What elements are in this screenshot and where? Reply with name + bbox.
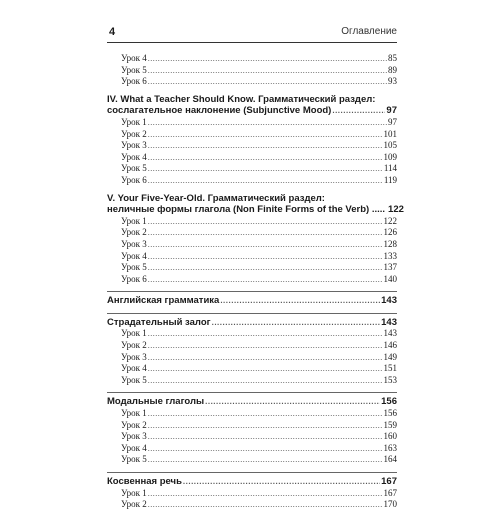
page-ref: 93 (388, 76, 397, 87)
toc-section-grammar[interactable] (107, 295, 397, 307)
leader-dots (212, 317, 381, 329)
page-ref: 119 (383, 174, 397, 185)
page-ref: 114 (383, 163, 397, 174)
leader-dots (148, 117, 387, 129)
toc-section-passive[interactable] (107, 317, 397, 329)
toc-lesson[interactable] (107, 328, 397, 340)
lesson-label: Урок 5 (121, 64, 147, 75)
leader-dots (148, 227, 383, 239)
lesson-label: Урок 3 (121, 351, 147, 362)
leader-dots (148, 499, 383, 511)
page-ref: 159 (383, 419, 397, 430)
leader-dots (148, 152, 383, 164)
leader-dots (148, 363, 383, 375)
leader-dots (148, 53, 387, 65)
lesson-label: Урок 4 (121, 250, 147, 261)
page-ref: 143 (383, 328, 397, 339)
section-title: Английская грамматика (107, 295, 220, 307)
toc-lesson[interactable] (107, 76, 397, 88)
leader-dots (148, 352, 383, 364)
leader-dots (148, 175, 383, 187)
section-divider (107, 472, 397, 473)
lesson-label: Урок 4 (121, 151, 147, 162)
leader-dots (148, 274, 383, 286)
toc-lesson[interactable] (107, 216, 397, 228)
lesson-label: Урок 6 (121, 273, 147, 284)
lesson-label: Урок 1 (121, 487, 147, 498)
running-title: Оглавление (341, 26, 397, 37)
leader-dots (148, 420, 383, 432)
leader-dots (148, 216, 383, 228)
section-title: Страдательный залог (107, 316, 211, 328)
page-ref: 153 (383, 374, 397, 385)
page-ref: 146 (383, 340, 397, 351)
leader-dots (148, 375, 383, 387)
lesson-label: Урок 1 (121, 408, 147, 419)
toc-lesson[interactable] (107, 251, 397, 263)
leader-dots (148, 443, 383, 455)
toc-lesson[interactable] (107, 352, 397, 364)
toc-lesson[interactable] (107, 443, 397, 455)
toc-lesson[interactable] (107, 239, 397, 251)
toc-lesson[interactable] (107, 274, 397, 286)
leader-dots (148, 129, 383, 141)
lesson-label: Урок 4 (121, 363, 147, 374)
leader-dots (148, 408, 383, 420)
lesson-label: Урок 1 (121, 328, 147, 339)
section-title-line: V. Your Five-Year-Old. Грамматический раздел: (107, 192, 325, 204)
leader-dots (148, 328, 383, 340)
lesson-label: Урок 5 (121, 163, 147, 174)
leader-dots (148, 262, 383, 274)
page-ref: 149 (383, 351, 397, 362)
toc-lesson[interactable] (107, 175, 397, 187)
page-header (107, 26, 397, 43)
toc-lesson[interactable] (107, 117, 397, 129)
toc-lesson[interactable] (107, 262, 397, 274)
toc-lesson[interactable] (107, 408, 397, 420)
toc-lesson[interactable] (107, 163, 397, 175)
leader-dots (148, 239, 383, 251)
toc-lesson[interactable] (107, 152, 397, 164)
lesson-label: Урок 6 (121, 174, 147, 185)
leader-dots (148, 251, 383, 263)
leader-dots (205, 396, 380, 408)
toc-lesson[interactable] (107, 375, 397, 387)
toc-lesson[interactable] (107, 499, 397, 511)
toc-section-reported[interactable] (107, 476, 397, 488)
section-divider (107, 291, 397, 292)
page-ref: 156 (383, 408, 397, 419)
lesson-label: Урок 2 (121, 419, 147, 430)
toc-section-modal[interactable] (107, 396, 397, 408)
lesson-label: Урок 2 (121, 499, 147, 510)
lesson-label: Урок 4 (121, 53, 147, 63)
page-ref: 89 (388, 64, 397, 75)
page-ref: 137 (383, 262, 397, 273)
page-ref: 128 (383, 238, 397, 249)
lesson-label: Урок 5 (121, 374, 147, 385)
lesson-label: Урок 1 (121, 215, 147, 226)
leader-dots (220, 295, 380, 307)
toc-lesson[interactable] (107, 140, 397, 152)
lesson-label: Урок 5 (121, 262, 147, 273)
leader-dots (148, 488, 383, 500)
page-ref: 167 (381, 476, 397, 487)
lesson-label: Урок 5 (121, 454, 147, 465)
toc-lesson[interactable] (107, 363, 397, 375)
page-ref: 160 (383, 431, 397, 442)
toc-section-iv[interactable] (107, 94, 397, 117)
page-ref: 170 (383, 499, 397, 510)
section-title-line: IV. What a Teacher Should Know. Грамматический раздел: (107, 93, 376, 105)
table-of-contents (107, 53, 404, 511)
section-title: Косвенная речь (107, 476, 182, 487)
toc-lesson[interactable] (107, 431, 397, 443)
page-ref: 133 (383, 250, 397, 261)
leader-dots (148, 340, 383, 352)
section-title: Модальные глаголы (107, 396, 205, 408)
lesson-label: Урок 1 (121, 116, 147, 127)
page-ref: 105 (383, 140, 397, 151)
toc-lesson[interactable] (107, 53, 397, 65)
page-ref: 122 (383, 215, 397, 226)
toc-lesson[interactable] (107, 129, 397, 141)
page-ref: 163 (383, 442, 397, 453)
lesson-label: Урок 2 (121, 128, 147, 139)
page-ref: 109 (383, 151, 397, 162)
page-ref: 97 (388, 116, 397, 127)
lesson-label: Урок 6 (121, 76, 147, 87)
page-ref: 143 (381, 316, 397, 328)
leader-dots (148, 76, 387, 88)
page-ref: 164 (383, 454, 397, 465)
page-ref: 151 (383, 363, 397, 374)
page-number: 4 (109, 26, 116, 38)
leader-dots (332, 105, 385, 117)
section-divider (107, 313, 397, 314)
section-divider (107, 392, 397, 393)
toc-lesson[interactable] (107, 227, 397, 239)
page-ref: 140 (383, 273, 397, 284)
page-ref: 143 (381, 295, 397, 307)
lesson-label: Урок 3 (121, 238, 147, 249)
lesson-label: Урок 2 (121, 340, 147, 351)
leader-dots (148, 163, 383, 175)
page-ref: 122 (388, 204, 404, 216)
lesson-label: Урок 4 (121, 442, 147, 453)
leader-dots (148, 431, 383, 443)
section-title-line: неличные формы глагола (Non Finite Forms of the Verb) ..... (107, 204, 386, 216)
toc-section-v[interactable] (107, 192, 404, 216)
page-ref: 126 (383, 227, 397, 238)
leader-dots (183, 476, 380, 488)
toc-lesson[interactable] (107, 65, 397, 77)
toc-lesson[interactable] (107, 420, 397, 432)
lesson-label: Урок 2 (121, 227, 147, 238)
section-title-line: сослагательное наклонение (Subjunctive Mood) (107, 105, 332, 117)
toc-lesson[interactable] (107, 340, 397, 352)
leader-dots (148, 454, 383, 466)
page-ref: 167 (383, 487, 397, 498)
page-ref: 156 (381, 396, 397, 408)
leader-dots (148, 140, 383, 152)
page-ref: 85 (388, 53, 397, 63)
lesson-label: Урок 3 (121, 431, 147, 442)
page-ref: 97 (386, 105, 397, 117)
toc-lesson[interactable] (107, 454, 397, 466)
lesson-label: Урок 3 (121, 140, 147, 151)
page-ref: 101 (383, 128, 397, 139)
toc-lesson[interactable] (107, 488, 397, 500)
leader-dots (148, 65, 387, 77)
